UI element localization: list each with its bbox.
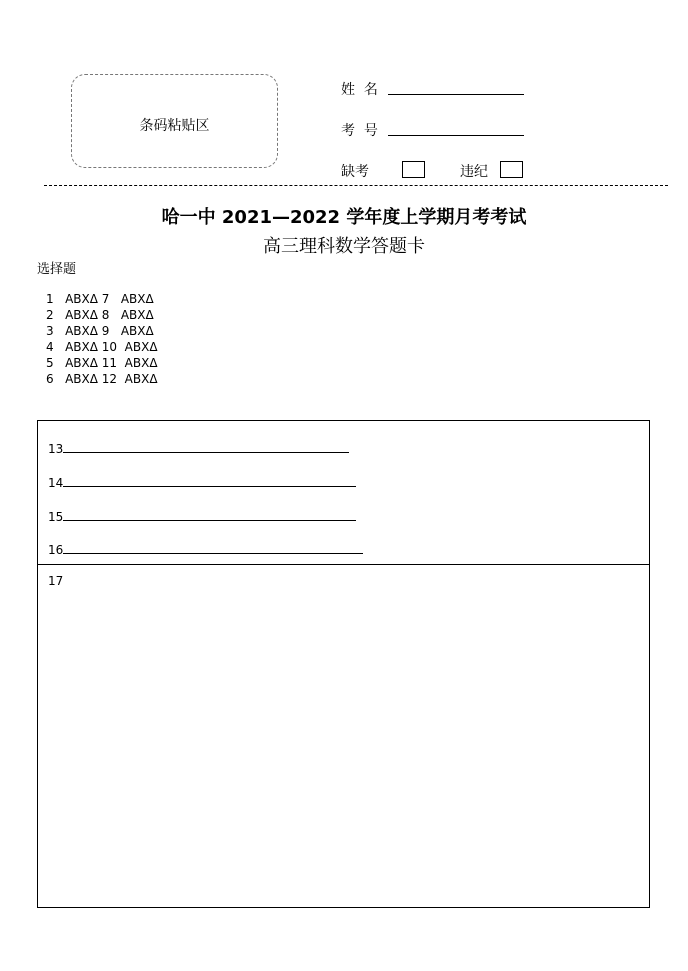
essay-answer-area[interactable]	[38, 565, 649, 907]
fill-item-number: 14	[48, 476, 64, 490]
fill-answer-line[interactable]	[63, 541, 363, 554]
cut-line	[44, 185, 668, 186]
choice-row[interactable]: 4 ABXΔ 10 ABXΔ	[46, 340, 158, 354]
choice-row[interactable]: 1 ABXΔ 7 ABXΔ	[46, 292, 154, 306]
essay-item-number: 17	[48, 574, 64, 588]
section-label-choice: 选择题	[37, 262, 77, 277]
exam-id-label: 考 号	[341, 123, 378, 139]
fill-answer-line[interactable]	[63, 440, 349, 453]
fill-item	[48, 508, 356, 524]
fill-item-number: 13	[48, 442, 64, 456]
fill-answer-line[interactable]	[63, 474, 356, 487]
absent-label: 缺考	[341, 164, 369, 180]
name-field[interactable]	[388, 94, 524, 95]
barcode-area	[71, 74, 278, 168]
choice-answer-grid	[46, 291, 158, 387]
violation-label: 违纪	[460, 164, 488, 180]
page-title: 哈一中 2021—2022 学年度上学期月考考试	[161, 207, 527, 228]
absent-checkbox[interactable]	[402, 161, 425, 178]
choice-row[interactable]: 5 ABXΔ 11 ABXΔ	[46, 356, 158, 370]
exam-id-field[interactable]	[388, 135, 524, 136]
choice-row[interactable]: 6 ABXΔ 12 ABXΔ	[46, 372, 158, 386]
fill-item	[48, 474, 356, 490]
choice-row[interactable]: 3 ABXΔ 9 ABXΔ	[46, 324, 154, 338]
fill-item-number: 15	[48, 510, 64, 524]
page-subtitle: 高三理科数学答题卡	[263, 236, 425, 257]
fill-item	[48, 440, 349, 456]
fill-item	[48, 541, 363, 557]
fill-item-number: 16	[48, 543, 64, 557]
barcode-label: 条码粘贴区	[139, 118, 210, 134]
name-label: 姓 名	[341, 82, 378, 98]
violation-checkbox[interactable]	[500, 161, 523, 178]
fill-answer-line[interactable]	[63, 508, 356, 521]
choice-row[interactable]: 2 ABXΔ 8 ABXΔ	[46, 308, 154, 322]
